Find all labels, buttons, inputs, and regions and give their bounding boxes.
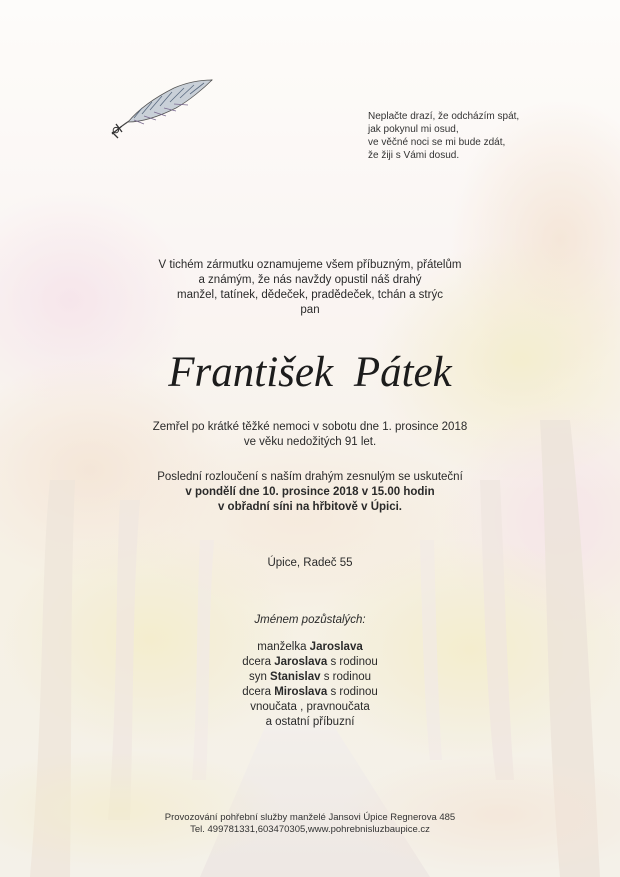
mourner-name: Stanislav — [270, 671, 321, 683]
farewell-place: v obřadní síni na hřbitově v Úpici. — [217, 501, 403, 513]
mourner-relation: syn — [248, 671, 271, 683]
family-address: Úpice, Radeč 55 — [267, 557, 353, 569]
mourner-row — [70, 700, 550, 715]
footer-contact: Tel. 499781331,603470305,www.pohrebnisluzbaupice.cz — [190, 824, 430, 835]
farewell-line: Poslední rozloučení s naším drahým zesnulým se uskuteční — [157, 471, 463, 483]
mourner-relation: dcera — [242, 656, 275, 668]
poem-line: že žiji s Vámi dosud. — [368, 150, 460, 161]
mourner-suffix: s rodinou — [327, 686, 378, 698]
footer-company: Provozování pohřební služby manželé Jansovi Úpice Regnerova 485 — [164, 812, 456, 823]
mourners-heading: Jménem pozůstalých: — [254, 614, 366, 626]
mourner-relation: manželka — [257, 641, 310, 653]
mourner-row — [70, 640, 550, 655]
death-line: ve věku nedožitých 91 let. — [243, 436, 377, 448]
death-details — [70, 420, 550, 450]
intro-line: manžel, tatínek, dědeček, pradědeček, tchán a strýc — [177, 289, 443, 301]
feather-quill-icon — [104, 74, 216, 142]
announcement-intro — [110, 258, 510, 318]
mourner-row — [70, 655, 550, 670]
intro-line: V tichém zármutku oznamujeme všem příbuzným, přátelům — [158, 259, 462, 271]
mourner-row — [70, 685, 550, 700]
mourner-relation: vnoučata , pravnoučata — [250, 701, 370, 713]
deceased-name: František Pátek — [168, 349, 452, 396]
farewell-date: v pondělí dne 10. prosince 2018 v 15.00 hodin — [185, 486, 435, 498]
mourner-name: Miroslava — [274, 686, 328, 698]
mourners-list — [70, 640, 550, 730]
intro-line: a známým, že nás navždy opustil náš drahý — [198, 274, 422, 286]
poem-line: Neplačte drazí, že odcházím spát, — [368, 111, 520, 122]
mourner-relation: dcera — [242, 686, 275, 698]
mourner-row — [70, 715, 550, 730]
intro-line: pan — [300, 304, 320, 316]
poem-line: ve věčné noci se mi bude zdát, — [368, 137, 506, 148]
mourner-name: Jaroslava — [309, 641, 363, 653]
poem-line: jak pokynul mi osud, — [368, 124, 459, 135]
death-line: Zemřel po krátké těžké nemoci v sobotu dne 1. prosince 2018 — [152, 421, 468, 433]
mourner-row — [70, 670, 550, 685]
funeral-service-footer — [70, 812, 550, 836]
mourner-suffix: s rodinou — [327, 656, 378, 668]
mourner-suffix: s rodinou — [320, 671, 372, 683]
mourner-relation: a ostatní příbuzní — [265, 716, 355, 728]
farewell-details — [70, 470, 550, 515]
mourner-name: Jaroslava — [274, 656, 328, 668]
poem-verse — [368, 110, 568, 162]
